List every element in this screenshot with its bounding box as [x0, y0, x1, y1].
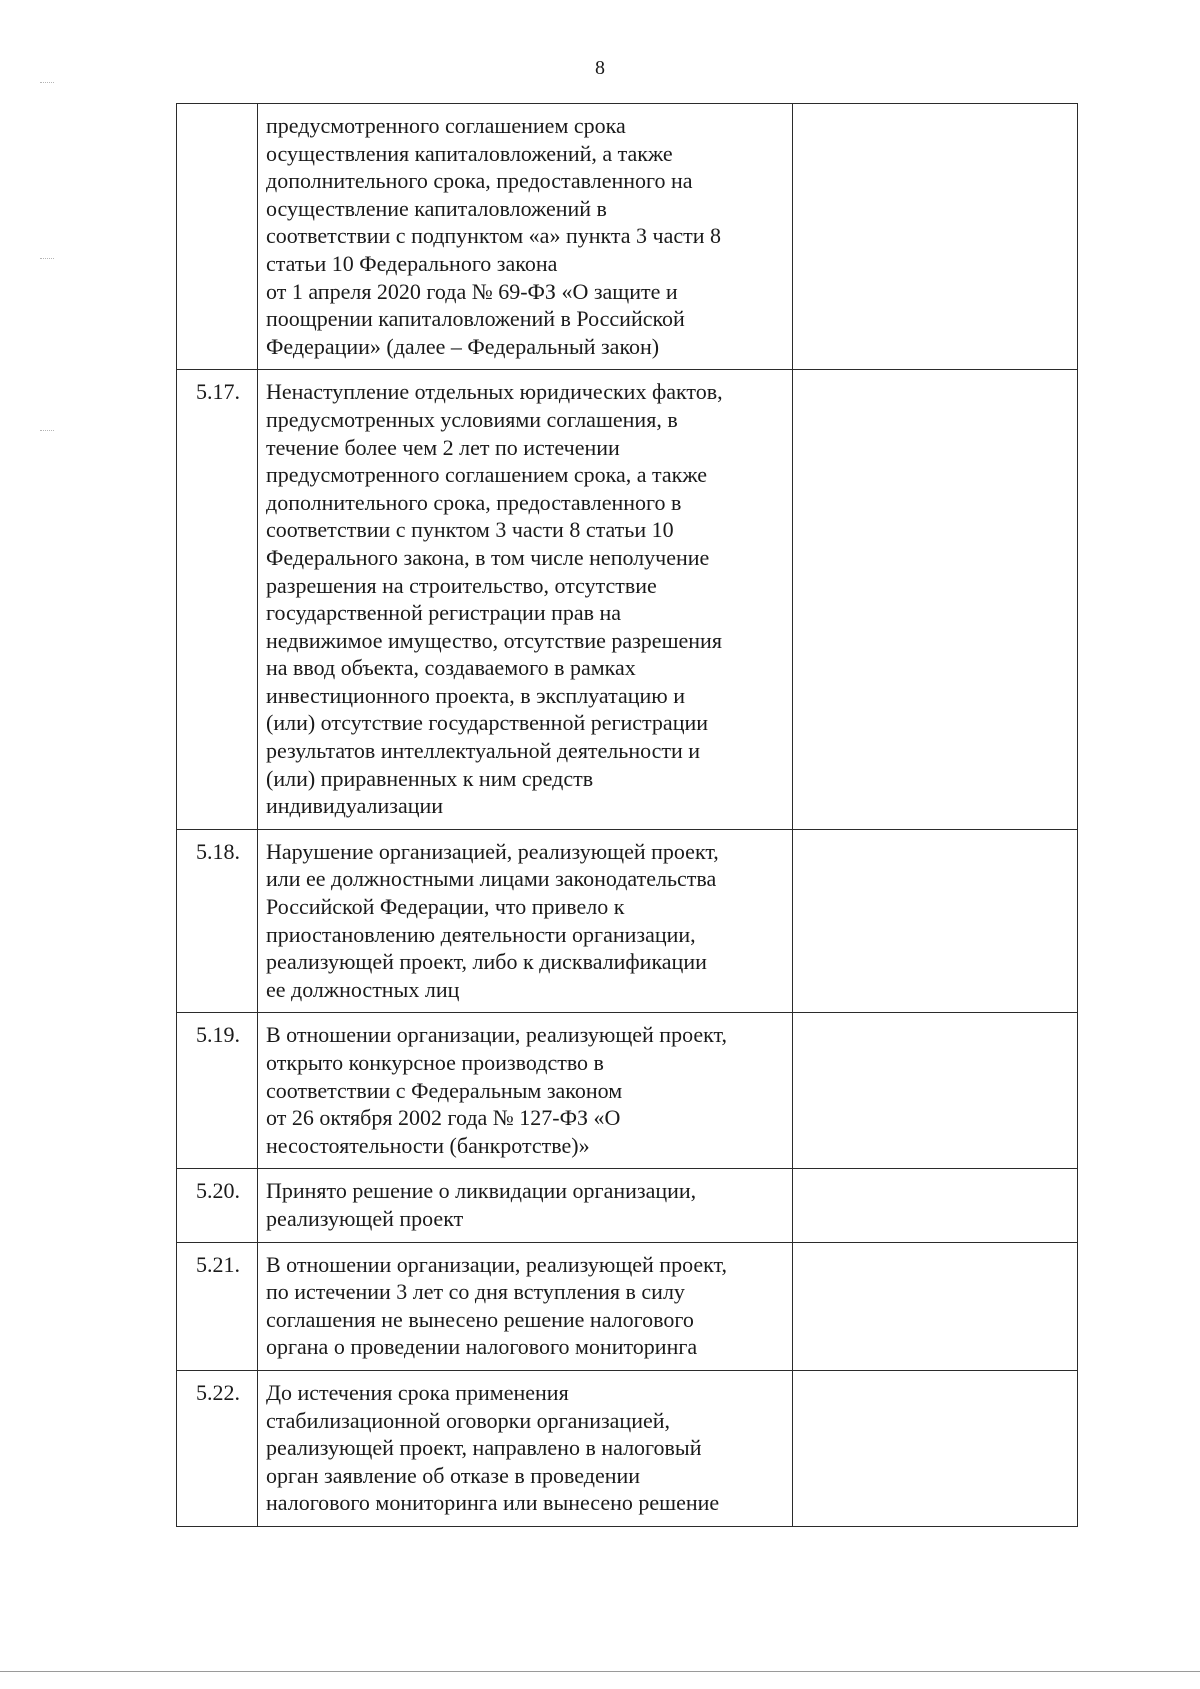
row-number: 5.19. [177, 1013, 258, 1169]
row-empty-cell [793, 829, 1078, 1013]
row-empty-cell [793, 1169, 1078, 1242]
row-description: предусмотренного соглашением срока осуществления капиталовложений, а также дополнительного срока, предоставленного на осуществление капиталовложений в соответствии с подпунктом «а» пункта 3 части 8 статьи 10 Федерального закона от 1 апреля 2020 года № 69-ФЗ «О защите и поощрении капиталовложений в Российской Федерации» (далее – Федеральный закон) [258, 104, 793, 370]
row-description: Нарушение организацией, реализующей проект, или ее должностными лицами законодательства Российской Федерации, что привело к приостановлению деятельности организации, реализующей проект, либо к дисквалификации ее должностных лиц [258, 829, 793, 1013]
table-row [177, 829, 1078, 1013]
scan-artifact [40, 430, 54, 431]
row-description: В отношении организации, реализующей проект, по истечении 3 лет со дня вступления в силу соглашения не вынесено решение налогового органа о проведении налогового мониторинга [258, 1242, 793, 1370]
row-number: 5.22. [177, 1370, 258, 1526]
row-empty-cell [793, 370, 1078, 830]
row-number: 5.20. [177, 1169, 258, 1242]
row-description: Принято решение о ликвидации организации, реализующей проект [258, 1169, 793, 1242]
table-row [177, 1169, 1078, 1242]
row-number: 5.18. [177, 829, 258, 1013]
scan-artifact [40, 258, 54, 259]
row-number [177, 104, 258, 370]
row-description: Ненаступление отдельных юридических фактов, предусмотренных условиями соглашения, в течение более чем 2 лет по истечении предусмотренного соглашением срока, а также дополнительного срока, предоставленного в соответствии с пунктом 3 части 8 статьи 10 Федерального закона, в том числе неполучение разрешения на строительство, отсутствие государственной регистрации прав на недвижимое имущество, отсутствие разрешения на ввод объекта, создаваемого в рамках инвестиционного проекта, в эксплуатацию и (или) отсутствие государственной регистрации результатов интеллектуальной деятельности и (или) приравненных к ним средств индивидуализации [258, 370, 793, 830]
table-row [177, 370, 1078, 830]
row-empty-cell [793, 1013, 1078, 1169]
page-bottom-rule [0, 1671, 1200, 1672]
row-empty-cell [793, 1370, 1078, 1526]
page-number: 8 [595, 57, 605, 79]
table-row [177, 104, 1078, 370]
table-row [177, 1242, 1078, 1370]
criteria-table [176, 103, 1078, 1527]
row-number: 5.21. [177, 1242, 258, 1370]
table-row [177, 1370, 1078, 1526]
row-description: В отношении организации, реализующей проект, открыто конкурсное производство в соответствии с Федеральным законом от 26 октября 2002 года № 127-ФЗ «О несостоятельности (банкротстве)» [258, 1013, 793, 1169]
scan-artifact [40, 82, 54, 83]
row-empty-cell [793, 1242, 1078, 1370]
row-empty-cell [793, 104, 1078, 370]
row-description: До истечения срока применения стабилизационной оговорки организацией, реализующей проект, направлено в налоговый орган заявление об отказе в проведении налогового мониторинга или вынесено решение [258, 1370, 793, 1526]
table-row [177, 1013, 1078, 1169]
row-number: 5.17. [177, 370, 258, 830]
